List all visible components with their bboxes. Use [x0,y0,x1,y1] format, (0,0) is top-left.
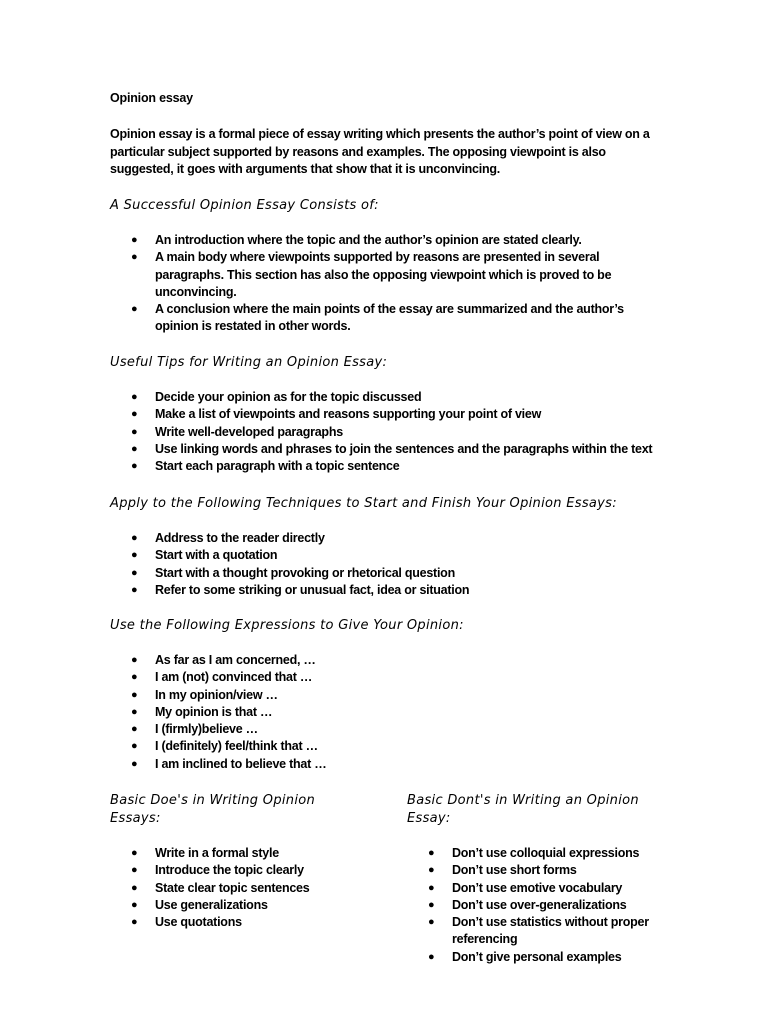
document-title: Opinion essay [110,91,193,105]
list-item: ● Don’t give personal examples [407,949,677,966]
list-item: ● I (firmly)believe … [110,721,670,738]
list-item: ● I (definitely) feel/think that … [110,738,670,755]
bullet-icon: ● [131,757,138,770]
list-item: ● Introduce the topic clearly [110,862,370,879]
list-item: ● Write well-developed paragraphs [110,424,690,441]
list-item: ● A main body where viewpoints supported by reasons are presented in several paragraphs. This section has also the opposing viewpoint which is proved to be unconvincing. [131,250,612,299]
bullet-icon: ● [428,916,435,929]
list-item: ● In my opinion/view … [110,687,670,704]
section-heading-tips: Useful Tips for Writing an Opinion Essay: [110,355,388,370]
section-heading-expressions: Use the Following Expressions to Give Your Opinion: [110,618,464,633]
list-item: ● Use linking words and phrases to join the sentences and the paragraphs within the text [110,441,690,458]
bullet-icon: ● [131,705,138,718]
list-item: ● An introduction where the topic and the author’s opinion are stated clearly. [110,232,650,249]
intro-lead: Opinion essay [110,127,193,141]
bullet-icon: ● [131,688,138,701]
list-item: ● I am inclined to believe that … [110,756,670,773]
list-item: ● State clear topic sentences [110,880,370,897]
section-heading-consists: A Successful Opinion Essay Consists of: [110,198,379,213]
list-item: ● Don’t use short forms [407,862,677,879]
list-item: ● Don’t use over-generalizations [407,897,677,914]
bullet-icon: ● [428,881,435,894]
bullet-icon: ● [131,671,138,684]
list-item: ● Use quotations [110,914,370,931]
dos-heading: Basic Doe's in Writing Opinion Essays: [110,793,316,826]
intro-paragraph [110,126,670,179]
consists-list [110,232,650,336]
donts-heading: Basic Dont's in Writing an Opinion Essay: [407,793,639,826]
list-item: ● I am (not) convinced that … [110,669,670,686]
list-item: ● Write in a formal style [110,845,370,862]
tips-list [110,389,690,475]
list-item: ● Make a list of viewpoints and reasons supporting your point of view [110,406,690,423]
bullet-icon: ● [131,234,138,246]
bullet-icon: ● [131,303,138,316]
techniques-list [110,530,670,599]
list-item: ● As far as I am concerned, … [110,652,670,669]
bullet-icon: ● [131,864,138,877]
bullet-icon: ● [131,566,138,579]
list-item: ● Decide your opinion as for the topic discussed [110,389,690,406]
list-item: ● Use generalizations [110,897,370,914]
bullet-icon: ● [131,723,138,736]
bullet-icon: ● [428,898,435,911]
section-heading-techniques: Apply to the Following Techniques to Start and Finish Your Opinion Essays: [110,496,617,511]
bullet-icon: ● [131,549,138,562]
bullet-icon: ● [428,864,435,877]
bullet-icon: ● [131,532,138,544]
list-item: ● Don’t use statistics without proper referencing [428,915,649,947]
list-item: ● Don’t use emotive vocabulary [407,880,677,897]
bullet-icon: ● [131,847,138,859]
bullet-icon: ● [131,740,138,753]
list-item: ● Start with a quotation [110,547,670,564]
bullet-icon: ● [131,425,138,438]
dos-list [110,845,370,931]
bullet-icon: ● [131,583,138,596]
bullet-icon: ● [131,898,138,911]
bullet-icon: ● [428,847,435,859]
bullet-icon: ● [131,654,138,666]
list-item: ● My opinion is that … [110,704,670,721]
expressions-list [110,652,670,773]
bullet-icon: ● [131,881,138,894]
donts-list [407,845,677,966]
list-item: ● Start with a thought provoking or rhetorical question [110,565,670,582]
list-item: ● Address to the reader directly [110,530,670,547]
bullet-icon: ● [131,460,138,473]
bullet-icon: ● [428,950,435,963]
bullet-icon: ● [131,442,138,455]
list-item: ● Start each paragraph with a topic sentence [110,458,690,475]
intro-text: is a formal piece of essay writing which presents the author’s point of view on a particular subject supported by reasons and examples. The opposing viewpoint is also suggested, it goes with arguments that show that it is unconvincing. [110,127,650,176]
list-item: ● A conclusion where the main points of the essay are summarized and the author’s opinion is restated in other words. [131,302,624,334]
bullet-icon: ● [131,916,138,929]
list-item: ● Don’t use colloquial expressions [407,845,677,862]
bullet-icon: ● [131,391,138,403]
list-item: ● Refer to some striking or unusual fact, idea or situation [110,582,670,599]
bullet-icon: ● [131,408,138,421]
bullet-icon: ● [131,251,138,264]
